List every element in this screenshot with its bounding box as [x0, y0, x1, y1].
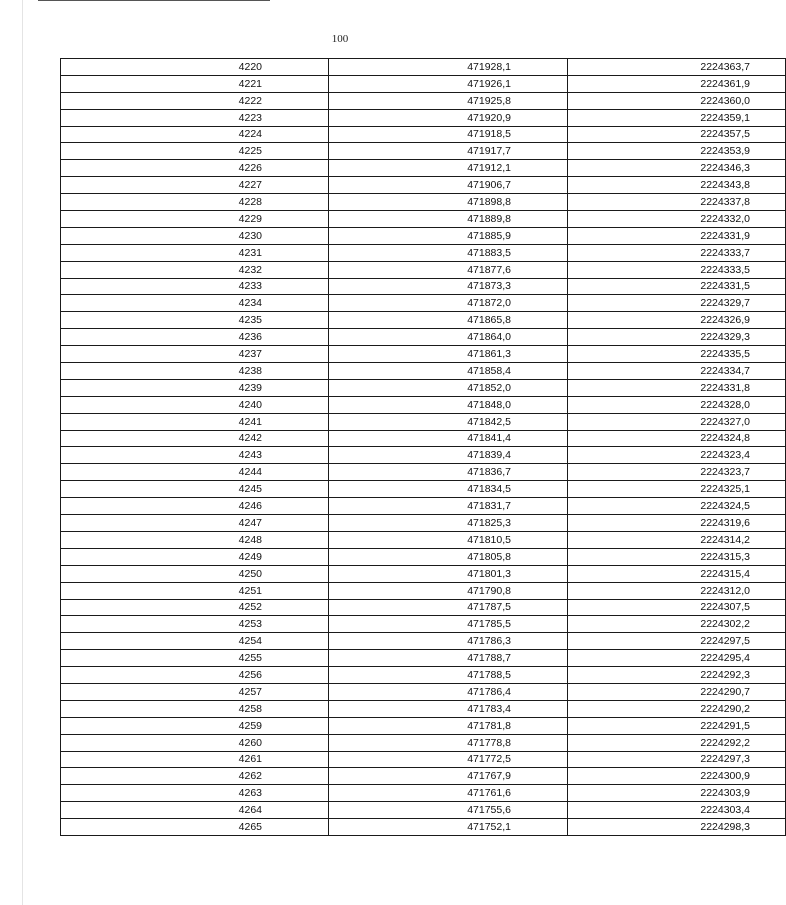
- point-number-cell: 4227: [61, 177, 329, 194]
- y-coordinate-cell: 2224290,2: [568, 700, 786, 717]
- point-number-cell: 4222: [61, 92, 329, 109]
- y-coordinate-cell: 2224357,5: [568, 126, 786, 143]
- y-coordinate-cell: 2224331,9: [568, 227, 786, 244]
- point-number-cell: 4243: [61, 447, 329, 464]
- y-coordinate-cell: 2224331,5: [568, 278, 786, 295]
- table-row: [61, 211, 786, 228]
- table-row: [61, 396, 786, 413]
- point-number-cell: 4225: [61, 143, 329, 160]
- table-row: [61, 819, 786, 836]
- point-number-cell: 4252: [61, 599, 329, 616]
- table-row: [61, 565, 786, 582]
- y-coordinate-cell: 2224328,0: [568, 396, 786, 413]
- x-coordinate-cell: 471752,1: [329, 819, 568, 836]
- x-coordinate-cell: 471801,3: [329, 565, 568, 582]
- point-number-cell: 4221: [61, 75, 329, 92]
- point-number-cell: 4223: [61, 109, 329, 126]
- point-number-cell: 4230: [61, 227, 329, 244]
- y-coordinate-cell: 2224297,5: [568, 633, 786, 650]
- table-row: [61, 498, 786, 515]
- point-number-cell: 4228: [61, 194, 329, 211]
- point-number-cell: 4244: [61, 464, 329, 481]
- y-coordinate-cell: 2224315,4: [568, 565, 786, 582]
- point-number-cell: 4224: [61, 126, 329, 143]
- point-number-cell: 4265: [61, 819, 329, 836]
- y-coordinate-cell: 2224331,8: [568, 379, 786, 396]
- table-row: [61, 616, 786, 633]
- x-coordinate-cell: 471825,3: [329, 515, 568, 532]
- table-row: [61, 346, 786, 363]
- scan-artifact-line: [38, 0, 270, 1]
- y-coordinate-cell: 2224327,0: [568, 413, 786, 430]
- y-coordinate-cell: 2224361,9: [568, 75, 786, 92]
- x-coordinate-cell: 471865,8: [329, 312, 568, 329]
- point-number-cell: 4226: [61, 160, 329, 177]
- y-coordinate-cell: 2224324,8: [568, 430, 786, 447]
- table-row: [61, 379, 786, 396]
- table-row: [61, 751, 786, 768]
- point-number-cell: 4250: [61, 565, 329, 582]
- coordinates-table-body: [61, 59, 786, 836]
- x-coordinate-cell: 471917,7: [329, 143, 568, 160]
- point-number-cell: 4254: [61, 633, 329, 650]
- x-coordinate-cell: 471912,1: [329, 160, 568, 177]
- table-row: [61, 261, 786, 278]
- table-row: [61, 329, 786, 346]
- x-coordinate-cell: 471772,5: [329, 751, 568, 768]
- point-number-cell: 4220: [61, 59, 329, 76]
- table-row: [61, 531, 786, 548]
- x-coordinate-cell: 471788,5: [329, 667, 568, 684]
- y-coordinate-cell: 2224343,8: [568, 177, 786, 194]
- table-row: [61, 548, 786, 565]
- y-coordinate-cell: 2224360,0: [568, 92, 786, 109]
- y-coordinate-cell: 2224324,5: [568, 498, 786, 515]
- table-row: [61, 244, 786, 261]
- point-number-cell: 4247: [61, 515, 329, 532]
- y-coordinate-cell: 2224290,7: [568, 683, 786, 700]
- y-coordinate-cell: 2224295,4: [568, 650, 786, 667]
- point-number-cell: 4262: [61, 768, 329, 785]
- x-coordinate-cell: 471883,5: [329, 244, 568, 261]
- table-row: [61, 768, 786, 785]
- table-row: [61, 785, 786, 802]
- y-coordinate-cell: 2224300,9: [568, 768, 786, 785]
- y-coordinate-cell: 2224337,8: [568, 194, 786, 211]
- y-coordinate-cell: 2224307,5: [568, 599, 786, 616]
- y-coordinate-cell: 2224323,7: [568, 464, 786, 481]
- table-row: [61, 59, 786, 76]
- table-row: [61, 734, 786, 751]
- x-coordinate-cell: 471836,7: [329, 464, 568, 481]
- point-number-cell: 4241: [61, 413, 329, 430]
- table-row: [61, 75, 786, 92]
- x-coordinate-cell: 471918,5: [329, 126, 568, 143]
- table-row: [61, 430, 786, 447]
- x-coordinate-cell: 471805,8: [329, 548, 568, 565]
- table-row: [61, 633, 786, 650]
- x-coordinate-cell: 471841,4: [329, 430, 568, 447]
- scan-edge: [22, 0, 23, 905]
- point-number-cell: 4256: [61, 667, 329, 684]
- point-number-cell: 4240: [61, 396, 329, 413]
- table-row: [61, 363, 786, 380]
- table-row: [61, 278, 786, 295]
- point-number-cell: 4233: [61, 278, 329, 295]
- page-number: 100: [331, 33, 349, 45]
- x-coordinate-cell: 471925,8: [329, 92, 568, 109]
- table-row: [61, 700, 786, 717]
- y-coordinate-cell: 2224292,2: [568, 734, 786, 751]
- point-number-cell: 4242: [61, 430, 329, 447]
- table-row: [61, 582, 786, 599]
- x-coordinate-cell: 471861,3: [329, 346, 568, 363]
- x-coordinate-cell: 471834,5: [329, 481, 568, 498]
- x-coordinate-cell: 471788,7: [329, 650, 568, 667]
- table-row: [61, 160, 786, 177]
- table-row: [61, 683, 786, 700]
- x-coordinate-cell: 471848,0: [329, 396, 568, 413]
- y-coordinate-cell: 2224298,3: [568, 819, 786, 836]
- x-coordinate-cell: 471790,8: [329, 582, 568, 599]
- y-coordinate-cell: 2224359,1: [568, 109, 786, 126]
- x-coordinate-cell: 471831,7: [329, 498, 568, 515]
- table-row: [61, 126, 786, 143]
- y-coordinate-cell: 2224292,3: [568, 667, 786, 684]
- point-number-cell: 4251: [61, 582, 329, 599]
- table-row: [61, 802, 786, 819]
- x-coordinate-cell: 471787,5: [329, 599, 568, 616]
- x-coordinate-cell: 471767,9: [329, 768, 568, 785]
- table-row: [61, 227, 786, 244]
- y-coordinate-cell: 2224303,4: [568, 802, 786, 819]
- x-coordinate-cell: 471852,0: [329, 379, 568, 396]
- table-row: [61, 177, 786, 194]
- y-coordinate-cell: 2224323,4: [568, 447, 786, 464]
- x-coordinate-cell: 471781,8: [329, 717, 568, 734]
- point-number-cell: 4238: [61, 363, 329, 380]
- table-row: [61, 295, 786, 312]
- y-coordinate-cell: 2224312,0: [568, 582, 786, 599]
- y-coordinate-cell: 2224334,7: [568, 363, 786, 380]
- y-coordinate-cell: 2224329,7: [568, 295, 786, 312]
- point-number-cell: 4259: [61, 717, 329, 734]
- table-row: [61, 481, 786, 498]
- point-number-cell: 4260: [61, 734, 329, 751]
- table-row: [61, 464, 786, 481]
- x-coordinate-cell: 471783,4: [329, 700, 568, 717]
- y-coordinate-cell: 2224363,7: [568, 59, 786, 76]
- x-coordinate-cell: 471755,6: [329, 802, 568, 819]
- y-coordinate-cell: 2224297,3: [568, 751, 786, 768]
- x-coordinate-cell: 471761,6: [329, 785, 568, 802]
- x-coordinate-cell: 471785,5: [329, 616, 568, 633]
- table-row: [61, 312, 786, 329]
- table-row: [61, 515, 786, 532]
- y-coordinate-cell: 2224335,5: [568, 346, 786, 363]
- y-coordinate-cell: 2224333,7: [568, 244, 786, 261]
- point-number-cell: 4245: [61, 481, 329, 498]
- point-number-cell: 4239: [61, 379, 329, 396]
- point-number-cell: 4231: [61, 244, 329, 261]
- table-row: [61, 667, 786, 684]
- table-row: [61, 194, 786, 211]
- x-coordinate-cell: 471873,3: [329, 278, 568, 295]
- point-number-cell: 4253: [61, 616, 329, 633]
- point-number-cell: 4229: [61, 211, 329, 228]
- x-coordinate-cell: 471877,6: [329, 261, 568, 278]
- x-coordinate-cell: 471885,9: [329, 227, 568, 244]
- x-coordinate-cell: 471920,9: [329, 109, 568, 126]
- x-coordinate-cell: 471786,4: [329, 683, 568, 700]
- point-number-cell: 4234: [61, 295, 329, 312]
- point-number-cell: 4264: [61, 802, 329, 819]
- y-coordinate-cell: 2224303,9: [568, 785, 786, 802]
- x-coordinate-cell: 471786,3: [329, 633, 568, 650]
- table-row: [61, 599, 786, 616]
- x-coordinate-cell: 471858,4: [329, 363, 568, 380]
- y-coordinate-cell: 2224291,5: [568, 717, 786, 734]
- x-coordinate-cell: 471928,1: [329, 59, 568, 76]
- point-number-cell: 4236: [61, 329, 329, 346]
- table-row: [61, 109, 786, 126]
- point-number-cell: 4261: [61, 751, 329, 768]
- point-number-cell: 4246: [61, 498, 329, 515]
- point-number-cell: 4255: [61, 650, 329, 667]
- x-coordinate-cell: 471906,7: [329, 177, 568, 194]
- y-coordinate-cell: 2224319,6: [568, 515, 786, 532]
- x-coordinate-cell: 471926,1: [329, 75, 568, 92]
- point-number-cell: 4249: [61, 548, 329, 565]
- y-coordinate-cell: 2224314,2: [568, 531, 786, 548]
- x-coordinate-cell: 471872,0: [329, 295, 568, 312]
- point-number-cell: 4235: [61, 312, 329, 329]
- y-coordinate-cell: 2224315,3: [568, 548, 786, 565]
- table-row: [61, 650, 786, 667]
- y-coordinate-cell: 2224346,3: [568, 160, 786, 177]
- y-coordinate-cell: 2224353,9: [568, 143, 786, 160]
- y-coordinate-cell: 2224329,3: [568, 329, 786, 346]
- x-coordinate-cell: 471889,8: [329, 211, 568, 228]
- y-coordinate-cell: 2224326,9: [568, 312, 786, 329]
- table-row: [61, 413, 786, 430]
- x-coordinate-cell: 471839,4: [329, 447, 568, 464]
- y-coordinate-cell: 2224333,5: [568, 261, 786, 278]
- point-number-cell: 4263: [61, 785, 329, 802]
- point-number-cell: 4232: [61, 261, 329, 278]
- point-number-cell: 4258: [61, 700, 329, 717]
- y-coordinate-cell: 2224325,1: [568, 481, 786, 498]
- x-coordinate-cell: 471864,0: [329, 329, 568, 346]
- y-coordinate-cell: 2224332,0: [568, 211, 786, 228]
- x-coordinate-cell: 471898,8: [329, 194, 568, 211]
- coordinates-table: [60, 58, 786, 836]
- x-coordinate-cell: 471778,8: [329, 734, 568, 751]
- point-number-cell: 4248: [61, 531, 329, 548]
- x-coordinate-cell: 471810,5: [329, 531, 568, 548]
- table-row: [61, 447, 786, 464]
- table-row: [61, 92, 786, 109]
- point-number-cell: 4257: [61, 683, 329, 700]
- table-row: [61, 717, 786, 734]
- y-coordinate-cell: 2224302,2: [568, 616, 786, 633]
- x-coordinate-cell: 471842,5: [329, 413, 568, 430]
- table-row: [61, 143, 786, 160]
- point-number-cell: 4237: [61, 346, 329, 363]
